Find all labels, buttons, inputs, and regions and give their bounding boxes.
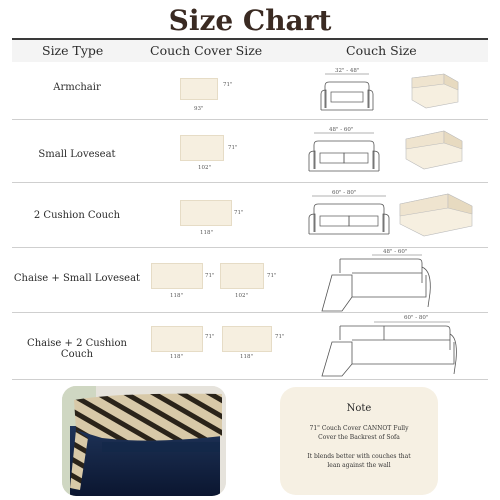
- table-row-chaise-2-cushion-couch: [12, 314, 488, 380]
- cover-width: 93": [194, 106, 204, 112]
- cover-swatch: [151, 326, 203, 352]
- row-label: Chaise + Small Loveseat: [13, 273, 141, 284]
- note-title: Note: [346, 403, 372, 414]
- loveseat-sketch: [304, 131, 384, 177]
- cover-height: 71": [228, 145, 238, 151]
- page-title: Size Chart: [168, 4, 332, 37]
- cover-height: 71": [267, 273, 277, 279]
- cover-width: 118": [170, 354, 184, 360]
- cover-height: 71": [223, 82, 233, 88]
- row-label: Small Loveseat: [38, 149, 116, 160]
- table-row-chaise-small-loveseat: [12, 249, 488, 313]
- table-header: [12, 40, 488, 62]
- header-couch-size: Couch Size: [346, 43, 417, 58]
- cover-width: 118": [200, 230, 214, 236]
- armchair-sketch: [317, 72, 377, 116]
- couch-range: 60" - 80": [332, 190, 357, 196]
- cover-height: 71": [205, 273, 215, 279]
- cover-width: 102": [198, 165, 212, 171]
- header-cover-size: Couch Cover Size: [150, 43, 263, 58]
- note-line: 71" Couch Cover CANNOT Fully: [309, 425, 409, 432]
- table-row-armchair: [12, 62, 488, 120]
- sofa-photo: [62, 386, 226, 496]
- note-line: It blends better with couches that: [307, 453, 411, 460]
- row-label: Chaise + 2 Cushion Couch: [27, 338, 127, 360]
- table-row-small-loveseat: [12, 121, 488, 183]
- couch-range: 32" - 48": [335, 68, 360, 74]
- note-box: [280, 387, 438, 495]
- couch-range: 60" - 80": [404, 315, 429, 321]
- note-line: Cover the Backrest of Sofa: [318, 434, 400, 441]
- couch-sketch: [304, 194, 394, 240]
- row-label: 2 Cushion Couch: [33, 210, 121, 221]
- table-row-2-cushion-couch: [12, 184, 488, 248]
- loveseat-covered-sketch: [400, 127, 468, 173]
- couch-range: 48" - 60": [329, 127, 354, 133]
- cover-swatch: [180, 200, 232, 226]
- armchair-covered-sketch: [404, 68, 464, 112]
- couch-covered-sketch: [396, 190, 476, 240]
- cover-width: 118": [170, 293, 184, 299]
- header-size-type: Size Type: [42, 43, 104, 58]
- cover-swatch: [220, 263, 264, 289]
- cover-height: 71": [205, 334, 215, 340]
- cover-width: 102": [235, 293, 249, 299]
- cover-height: 71": [275, 334, 285, 340]
- cover-swatch: [180, 135, 224, 161]
- note-line: lean against the wall: [327, 462, 391, 469]
- cover-width: 118": [240, 354, 254, 360]
- row-label: Armchair: [53, 82, 101, 93]
- cover-swatch: [180, 78, 218, 100]
- cover-height: 71": [234, 210, 244, 216]
- chaise-loveseat-sketch: [318, 253, 438, 313]
- cover-swatch: [151, 263, 203, 289]
- cover-swatch: [222, 326, 272, 352]
- chaise-couch-sketch: [318, 320, 458, 378]
- couch-range: 48" - 60": [383, 249, 408, 255]
